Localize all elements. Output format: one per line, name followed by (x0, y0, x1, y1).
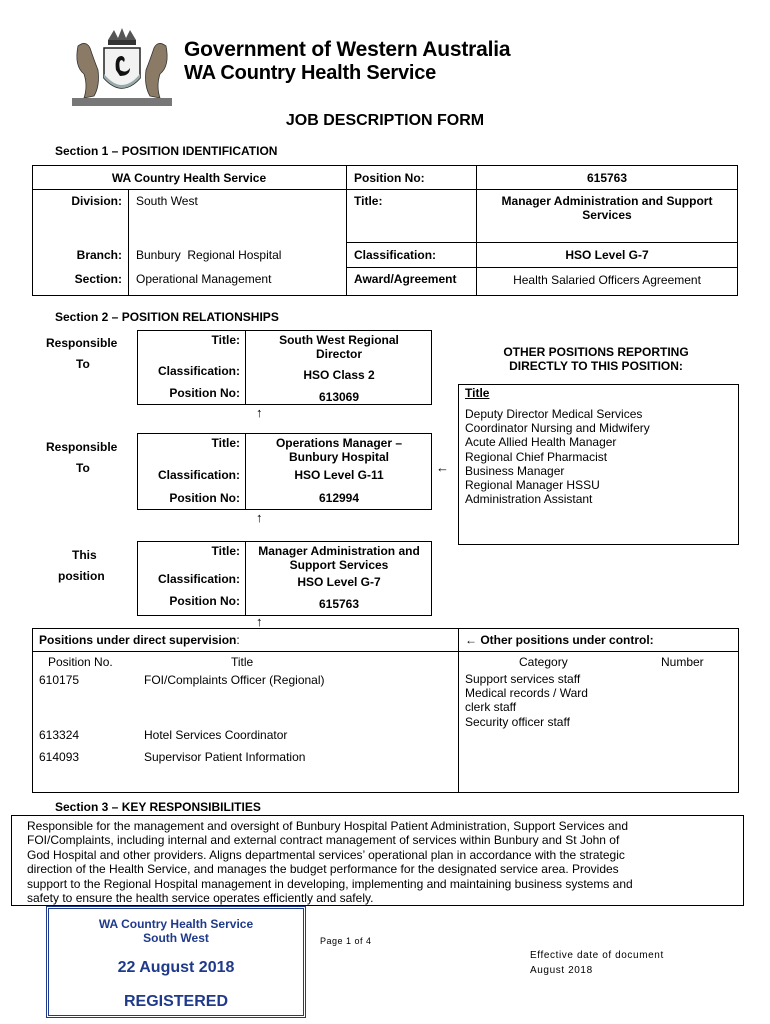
government-title: Government of Western Australia (184, 38, 511, 61)
arrow-up-icon: ↑ (256, 510, 263, 525)
chain3-position-no-label: Position No: (169, 594, 240, 608)
list-item: Acute Allied Health Manager (465, 435, 617, 450)
title-label: Title: (354, 194, 383, 208)
col-position-no: Position No. (48, 655, 113, 669)
section1-heading: Section 1 – POSITION IDENTIFICATION (55, 144, 278, 158)
other-positions-title-label: Title (465, 386, 490, 400)
position-no-label: Position No: (354, 171, 425, 185)
control-heading-wrap (465, 633, 654, 647)
chain3-title-label: Title: (211, 544, 240, 558)
other-positions-list (465, 407, 650, 506)
col-category: Category (519, 655, 568, 669)
chain1-side-label-2: To (76, 357, 90, 371)
chain2-title-label: Title: (211, 436, 240, 450)
control-list (465, 672, 588, 729)
section-value: Operational Management (136, 272, 272, 286)
award-value: Health Salaried Officers Agreement (513, 273, 701, 287)
classification-label: Classification: (354, 248, 437, 262)
section-label: Section: (74, 272, 122, 286)
chain1-position-no-label: Position No: (169, 386, 240, 400)
col-title: Title (231, 655, 254, 669)
chain1-title: South West Regional Director (279, 333, 399, 361)
classification-value: HSO Level G-7 (565, 248, 649, 262)
effective-date: August 2018 (530, 965, 593, 976)
chain1-title-label: Title: (211, 333, 240, 347)
stamp-date: 22 August 2018 (117, 959, 235, 976)
arrow-left-icon: ← (465, 633, 477, 647)
chain2-side-label-2: To (76, 461, 90, 475)
chain2-classification-label: Classification: (157, 468, 240, 482)
chain3-classification: HSO Level G-7 (297, 575, 381, 589)
chain2-position-no: 612994 (318, 491, 360, 505)
table-row-no: 610175 (39, 673, 80, 687)
chain2-position-no-label: Position No: (169, 491, 240, 505)
stamp-org: WA Country Health Service (98, 917, 254, 931)
form-title: JOB DESCRIPTION FORM (285, 112, 485, 129)
table-row-title: Supervisor Patient Information (144, 750, 306, 764)
list-item: Support services staff (465, 672, 581, 686)
award-label: Award/Agreement (354, 272, 457, 286)
effective-date-label: Effective date of document (530, 950, 664, 961)
list-item: Deputy Director Medical Services (465, 407, 643, 421)
responsibility-line: FOI/Complaints, including internal and external contract management of services within Bunbury and St John of (27, 833, 620, 848)
table-row-no: 614093 (39, 750, 80, 764)
position-no-value: 615763 (586, 171, 628, 185)
branch-value: Bunbury Regional Hospital (136, 248, 282, 262)
list-item: Coordinator Nursing and Midwifery (465, 421, 650, 436)
arrow-up-icon: ↑ (256, 614, 263, 629)
responsibilities-text (27, 819, 727, 905)
responsibility-line: safety to ensure the health service operates efficiently and safely. (27, 891, 374, 906)
list-item: clerk staff (465, 700, 517, 715)
title-value: Manager Administration and Support Services (501, 194, 713, 222)
chain3-title: Manager Administration and Support Services (258, 544, 420, 572)
chain3-side-label: This (72, 548, 97, 562)
list-item: Regional Manager HSSU (465, 478, 600, 493)
chain3-position-no: 615763 (318, 597, 360, 611)
branch-label: Branch: (76, 248, 122, 262)
division-label: Division: (71, 194, 122, 208)
page-number: Page 1 of 4 (320, 936, 372, 946)
chain1-side-label: Responsible (46, 336, 118, 350)
org-name: WA Country Health Service (111, 171, 267, 185)
responsibility-line: God Hospital and other providers. Aligns departmental services’ operational plan in accordance with the strategic (27, 847, 625, 862)
chain2-classification: HSO Level G-11 (294, 468, 384, 482)
control-heading: Other positions under control: (480, 633, 654, 647)
list-item: Medical records / Ward (465, 686, 588, 701)
government-subtitle: WA Country Health Service (184, 62, 437, 84)
section2-heading: Section 2 – POSITION RELATIONSHIPS (55, 310, 279, 324)
section3-heading: Section 3 – KEY RESPONSIBILITIES (55, 800, 261, 814)
table-row-no: 613324 (39, 728, 80, 742)
arrow-up-icon: ↑ (256, 405, 263, 420)
chain3-side-label-2: position (58, 569, 105, 583)
list-item: Business Manager (465, 463, 565, 478)
table-row-title: FOI/Complaints Officer (Regional) (144, 673, 325, 687)
chain2-title: Operations Manager – Bunbury Hospital (275, 436, 403, 464)
list-item: Administration Assistant (465, 492, 593, 507)
chain3-classification-label: Classification: (157, 572, 240, 586)
chain2-side-label: Responsible (46, 440, 118, 454)
responsibility-line: support to the Regional Hospital management in developing, implementing and maintaining business systems and (27, 876, 633, 891)
col-number: Number (661, 655, 704, 669)
list-item: Regional Chief Pharmacist (465, 449, 608, 464)
division-value: South West (136, 194, 198, 208)
chain1-position-no: 613069 (318, 390, 360, 404)
direct-supervision-heading: Positions under direct supervision: (39, 633, 240, 647)
registered-stamp (46, 906, 306, 1018)
supervision-table (32, 628, 739, 793)
table-row-title: Hotel Services Coordinator (144, 728, 288, 742)
responsibility-line: Responsible for the management and oversight of Bunbury Hospital Patient Administration, Support Services and (27, 819, 629, 833)
responsibility-line: direction of the Health Service, and manages the budget performance for the designated service area. Provides (27, 862, 619, 877)
other-positions-heading: OTHER POSITIONS REPORTING DIRECTLY TO THIS POSITION: (503, 345, 689, 373)
arrow-left-icon: ← (436, 460, 449, 475)
stamp-region: South West (143, 931, 209, 945)
list-item: Security officer staff (465, 714, 570, 729)
chain1-classification-label: Classification: (157, 364, 240, 378)
stamp-status: REGISTERED (123, 993, 228, 1010)
chain1-classification: HSO Class 2 (303, 368, 375, 382)
coat-of-arms-logo (64, 26, 180, 112)
